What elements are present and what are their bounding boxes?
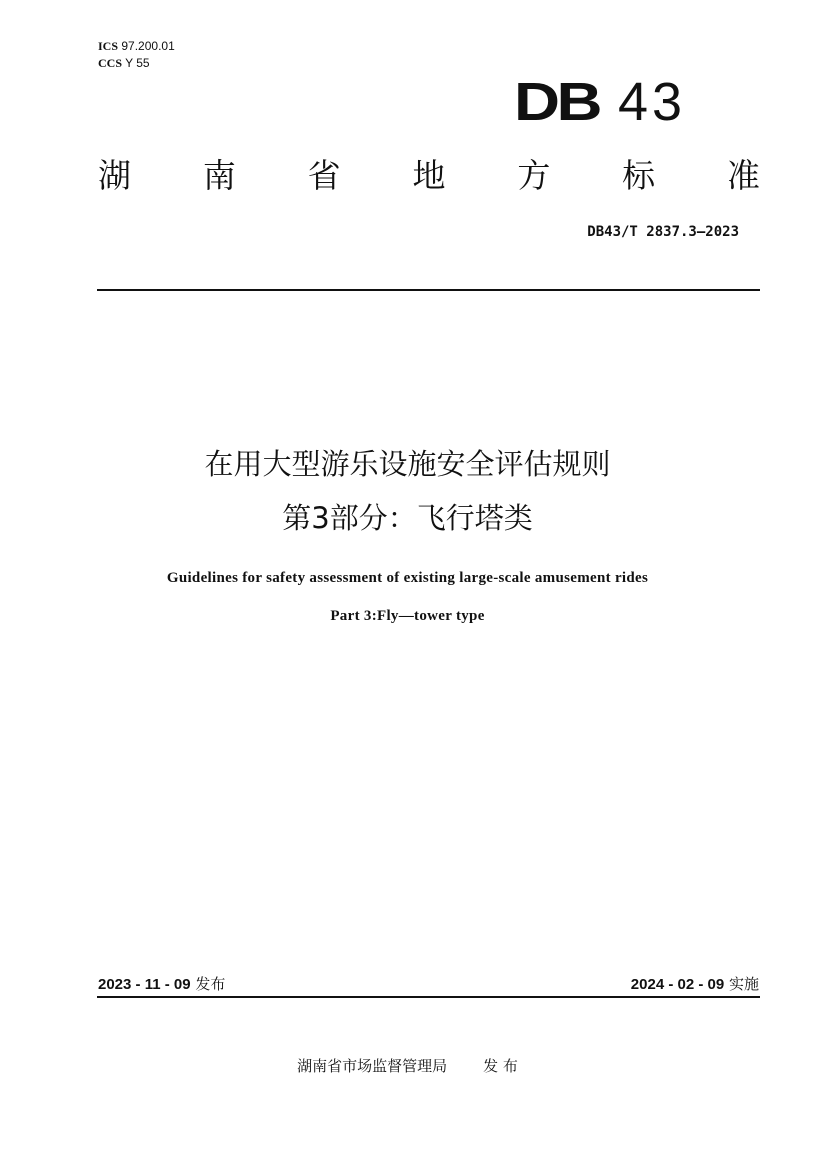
ccs-line — [98, 55, 175, 72]
title-en-line2: Part 3:Fly—tower type — [330, 608, 485, 624]
ccs-value: Y 55 — [125, 56, 150, 70]
implement-date-value: 2024 - 02 - 09 — [630, 976, 725, 993]
db-number: 43 — [618, 72, 687, 132]
standard-type-heading — [98, 154, 760, 198]
title-cn-line2: 第3部分：飞行塔类 — [282, 501, 533, 535]
ics-label: ICS — [98, 39, 119, 53]
standard-type-char: 标 — [622, 156, 656, 195]
standard-type-char: 南 — [202, 156, 236, 195]
standard-type-char: 方 — [517, 156, 551, 195]
publish-date-value: 2023 - 11 - 09 — [98, 976, 191, 993]
standard-type-char: 湖 — [98, 156, 131, 195]
title-cn-line1: 在用大型游乐设施安全评估规则 — [204, 447, 611, 481]
standard-type-char: 地 — [412, 156, 446, 195]
title-en-line1: Guidelines for safety assessment of existing large-scale amusement rides — [166, 570, 649, 586]
issuer — [0, 1055, 815, 1076]
ics-value: 97.200.01 — [121, 39, 175, 53]
ics-line — [98, 38, 175, 55]
issuer-action: 发 布 — [483, 1057, 518, 1075]
implement-label: 实施 — [728, 975, 759, 993]
publish-date — [98, 974, 225, 995]
ccs-label: CCS — [98, 56, 123, 70]
standard-code: DB43/T 2837.3—2023 — [587, 224, 739, 240]
bottom-divider — [97, 996, 760, 998]
top-divider — [97, 289, 760, 291]
implement-date — [631, 974, 759, 995]
standard-type-char: 省 — [307, 156, 341, 195]
db-badge — [514, 72, 687, 132]
db-logo: DB — [514, 72, 599, 132]
issuer-name: 湖南省市场监督管理局 — [297, 1057, 448, 1075]
classification-codes — [98, 38, 175, 72]
publish-label: 发布 — [195, 975, 226, 993]
standard-type-char: 准 — [726, 156, 760, 195]
